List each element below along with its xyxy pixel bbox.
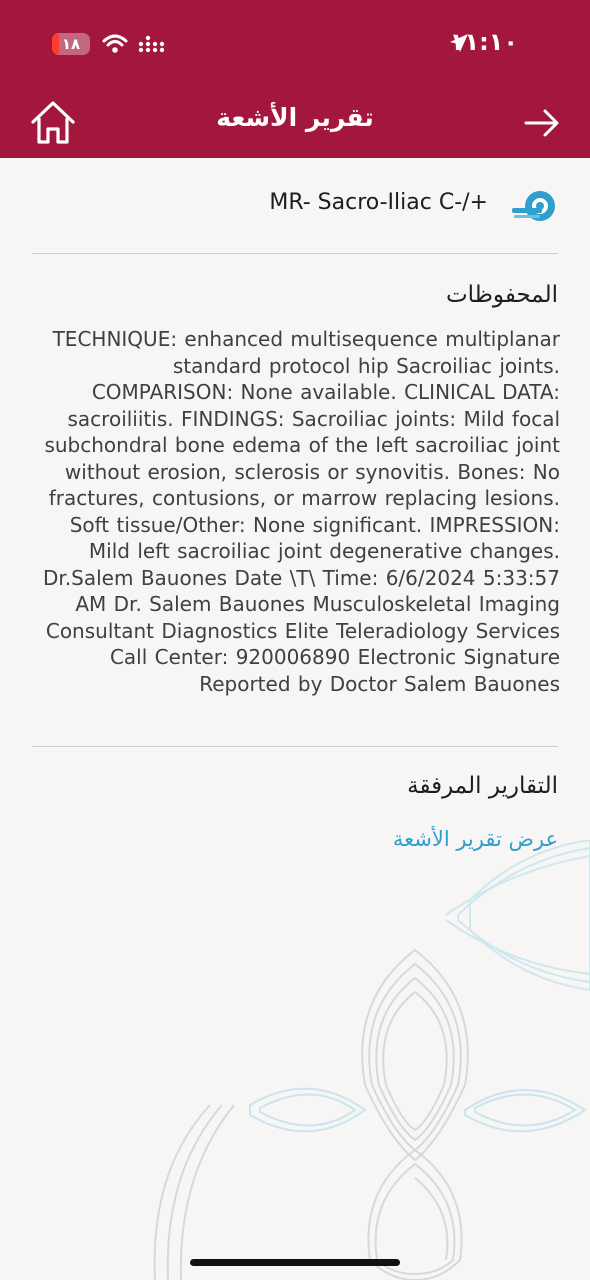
wifi-icon — [102, 33, 128, 55]
notes-heading: المحفوظات — [445, 282, 558, 308]
status-time: ١١:١٠ — [449, 28, 518, 56]
attachments-heading: التقارير المرفقة — [407, 773, 558, 799]
arrow-right-icon[interactable] — [524, 106, 560, 140]
divider — [32, 253, 558, 254]
report-text: TECHNIQUE: enhanced multisequence multiplanar standard protocol hip Sacroiliac joints. COMPARISON: None available. CLINICAL DATA: sacroiliitis. FINDINGS: Sacroiliac joints: Mild focal subchondral bone edema of the left sacroiliac joint without erosion, sclerosis or synovitis. Bones: No fractures, contusions, or marrow replacing lesions. Soft tissue/Other: None significant. IMPRESSION: Mild left sacroiliac joint degenerative changes. Dr.Salem Bauones Date \T\ Time: 6/6/2024 5:33:57 AM Dr. Salem Bauones Musculoskeletal Imaging Consultant Diagnostics Elite Teleradiology Services Call Center: 920006890 Electronic Signature Reported by Doctor Salem Bauones — [43, 327, 560, 696]
background-pattern — [140, 840, 590, 1280]
cellular-signal-icon — [138, 35, 168, 53]
battery-icon — [52, 33, 90, 55]
exam-title: MR- Sacro-Iliac C-/+ — [269, 190, 488, 215]
page-title: تقرير الأشعة — [216, 103, 374, 132]
battery-level: ١٨ — [61, 35, 81, 53]
home-indicator[interactable] — [190, 1259, 400, 1266]
view-radiology-report-link[interactable]: عرض تقرير الأشعة — [392, 827, 558, 851]
exam-row — [32, 184, 558, 228]
divider — [32, 746, 558, 747]
mri-scanner-icon — [510, 188, 558, 224]
app-header — [0, 0, 590, 158]
